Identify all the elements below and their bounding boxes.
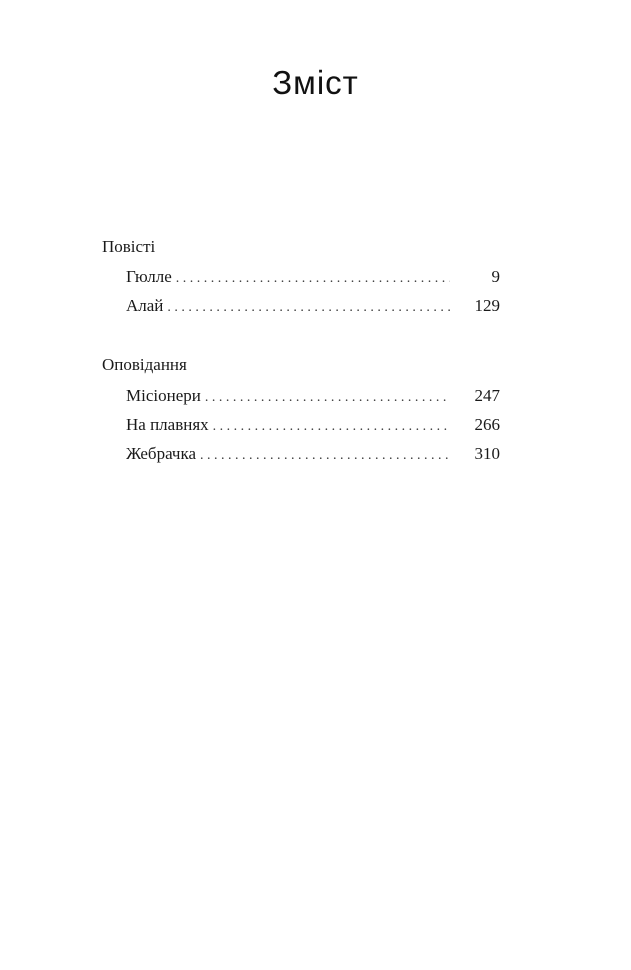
dot-leader: [176, 264, 450, 293]
toc-entry[interactable]: [102, 381, 500, 410]
page-title: Зміст: [272, 64, 359, 101]
entry-title: Місіонери: [126, 386, 201, 405]
entry-title: На плавнях: [126, 415, 209, 434]
section-heading: Оповідання: [102, 355, 187, 374]
entry-title: Алай: [126, 296, 164, 315]
page-number: 247: [474, 386, 500, 405]
toc-entry[interactable]: [102, 410, 500, 439]
dot-leader: [200, 441, 450, 470]
toc-entry[interactable]: [102, 262, 500, 291]
toc-entry[interactable]: [102, 439, 500, 468]
dot-leader: [205, 383, 450, 412]
toc-section-opovidannia: [102, 354, 500, 468]
dot-leader: [167, 293, 450, 322]
page-number: 310: [474, 444, 500, 463]
page-number: 266: [474, 415, 500, 434]
dot-leader: [213, 412, 450, 441]
toc-section-povisti: [102, 236, 500, 320]
page-number: 129: [474, 296, 500, 315]
toc-entry[interactable]: [102, 291, 500, 320]
section-heading: Повісті: [102, 237, 156, 256]
entry-title: Жебрачка: [126, 444, 197, 463]
entry-title: Гюлле: [126, 267, 172, 286]
page-number: 9: [491, 267, 500, 286]
